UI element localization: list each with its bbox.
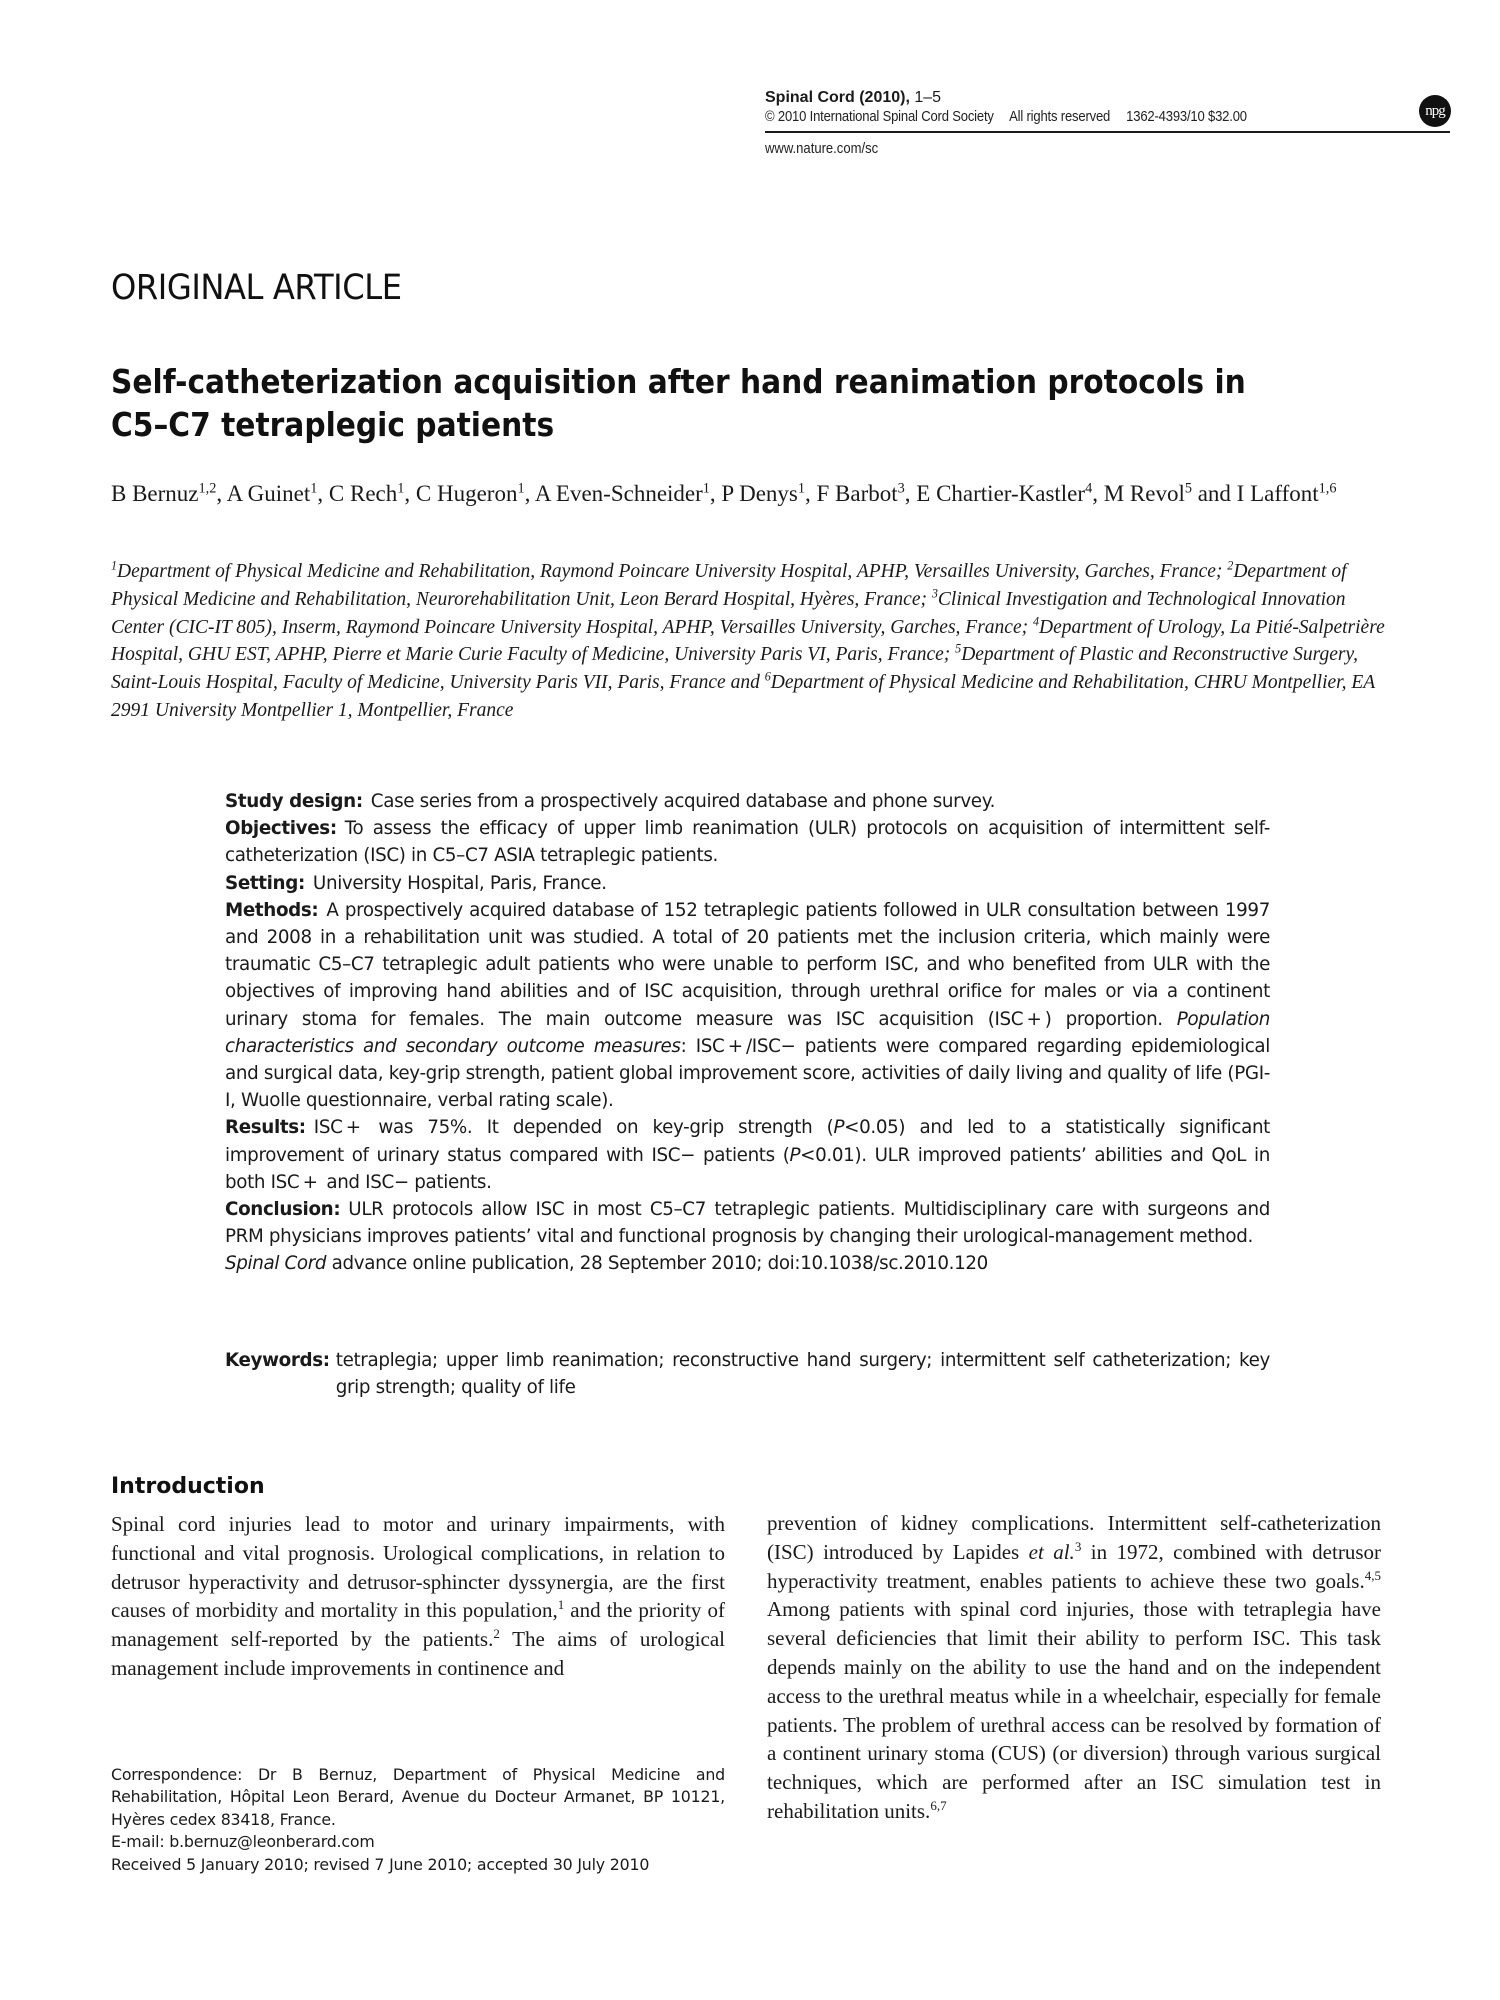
- intro-text: Spinal cord injuries lead to motor and urinary impairments, with functional and vital prognosis. Urological complications, in relation to detrusor hyperactivity and detrusor-sphincter dyssynergia, are the first causes of morbidity and mortality in this population,: [111, 1512, 725, 1623]
- abstract-citation: [225, 1250, 1270, 1277]
- author-affiliation-mark: 1,2: [198, 480, 217, 497]
- copyright-line: [765, 109, 1382, 125]
- conclusion-label: Conclusion:: [225, 1199, 341, 1221]
- keywords-text: tetraplegia; upper limb reanimation; reconstructive hand surgery; intermittent self catheterization; key grip strength; quality of life: [335, 1350, 1270, 1399]
- introduction-paragraph: [111, 1510, 725, 1683]
- author-separator: and: [1191, 481, 1237, 506]
- author-name: A Guinet: [226, 481, 311, 506]
- abstract-methods: [225, 897, 1270, 1115]
- author-affiliation-mark: 1: [397, 480, 405, 497]
- introduction-paragraph-cont: [767, 1509, 1381, 1826]
- affiliation-number: 4: [1032, 614, 1040, 629]
- intro-text: Among patients with spinal cord injuries, those with tetraplegia have several deficiencies that limit their ability to perform ISC. This task depends mainly on the ability to use the hand and on the independent access to the urethral meatus while in a wheelchair, especially for female patients. The problem of urethral access can be resolved by formation of a continent urinary stoma (CUS) (or diversion) through various surgical techniques, which are performed after an ISC simulation test in rehabilitation units.: [767, 1597, 1381, 1823]
- rights: All rights reserved: [1009, 109, 1111, 125]
- author-affiliation-mark: 1: [310, 480, 318, 497]
- affiliation-text: Clinical Investigation and Technological Innovation Center (CIC-IT 805), Inserm, Raymond Poincare University Hospital, APHP, Versailles University, Garches, France;: [111, 588, 1346, 638]
- study-design-text: Case series from a prospectively acquired database and phone survey.: [370, 791, 996, 812]
- affiliation-text: Department of Physical Medicine and Rehabilitation, CHRU Montpellier, EA 2991 University Montpellier 1, Montpellier, France: [111, 672, 1375, 721]
- journal-citation: [765, 89, 1450, 107]
- abstract: [225, 788, 1270, 1278]
- author-affiliation-mark: 4: [1085, 480, 1093, 497]
- affiliation-text: Department of Urology, La Pitié-Salpetrière Hospital, GHU EST, APHP, Pierre et Marie Curie Faculty of Medicine, University Paris VI, Paris, France;: [111, 616, 1385, 666]
- affiliation-text: Department of Plastic and Reconstructive Surgery, Saint-Louis Hospital, Faculty of Medicine, University Paris VII, Paris, France and: [111, 644, 1358, 694]
- methods-label: Methods:: [225, 899, 319, 921]
- reference-link[interactable]: 3: [1074, 1538, 1082, 1554]
- citation-doi: advance online publication, 28 September 2010; doi:10.1038/sc.2010.120: [326, 1253, 988, 1275]
- section-label: ORIGINAL ARTICLE: [111, 268, 402, 308]
- email-link[interactable]: b.bernuz@leonberard.com: [169, 1832, 375, 1852]
- affiliation-number: 5: [955, 641, 962, 656]
- abstract-conclusion: [225, 1196, 1270, 1250]
- affiliation-number: 6: [764, 669, 771, 684]
- email-label: E-mail:: [111, 1832, 170, 1852]
- author-list: [111, 478, 1411, 509]
- keywords: [225, 1347, 1270, 1401]
- intro-text: prevention of kidney complications. Intermittent self-catheterization (ISC) introduced by Lapides: [767, 1511, 1381, 1564]
- objectives-text: To assess the efficacy of upper limb reanimation (ULR) protocols on acquisition of intermittent self-catheterization (ISC) in C5–C7 ASIA tetraplegic patients.: [225, 818, 1270, 867]
- abstract-study-design: [225, 788, 1270, 815]
- affiliation-number: 3: [931, 586, 938, 601]
- reference-link[interactable]: 6,7: [930, 1797, 947, 1813]
- page-range: 1–5: [914, 89, 942, 106]
- affiliation-text: Department of Physical Medicine and Rehabilitation, Raymond Poincare University Hospital, APHP, Versailles University, Garches, France;: [117, 561, 1228, 582]
- results-text-cont: <0.05) and led to a statistically significant improvement of urinary status compared with ISC− patients (: [225, 1117, 1270, 1166]
- p-value-symbol: P: [789, 1144, 801, 1166]
- author-affiliation-mark: 1: [517, 480, 525, 497]
- correspondence: [111, 1764, 725, 1876]
- results-text-end: <0.01). ULR improved patients’ abilities and QoL in both ISC + and ISC− patients.: [225, 1144, 1271, 1193]
- intro-text: The aims of urological management include improvements in continence and: [111, 1627, 725, 1680]
- keywords-label: Keywords:: [225, 1350, 330, 1371]
- journal-header: [765, 89, 1450, 125]
- article-title: Self-catheterization acquisition after hand reanimation protocols in C5–C7 tetraplegic patients: [111, 362, 1246, 444]
- introduction-heading: Introduction: [111, 1474, 265, 1499]
- reference-link[interactable]: 4,5: [1364, 1567, 1381, 1583]
- intro-text: in 1972, combined with detrusor hyperactivity treatment, enables patients to achieve these two goals.: [767, 1539, 1381, 1593]
- methods-italic-text: Population characteristics and secondary outcome measures: [225, 1008, 1270, 1057]
- abstract-results: [225, 1114, 1270, 1196]
- author-separator: ,: [709, 481, 722, 506]
- p-value-symbol: P: [833, 1117, 845, 1139]
- introduction-left-column: [111, 1510, 725, 1683]
- author-name: C Hugeron: [415, 481, 518, 506]
- abstract-setting: [225, 870, 1270, 897]
- study-design-label: Study design:: [225, 791, 363, 812]
- author-affiliation-mark: 1,6: [1318, 480, 1337, 497]
- reference-link[interactable]: 1: [557, 1597, 565, 1613]
- header-rule: [765, 131, 1450, 133]
- author-separator: ,: [216, 481, 227, 506]
- author-name: I Laffont: [1236, 481, 1319, 506]
- author-separator: ,: [317, 481, 329, 506]
- author-separator: ,: [404, 481, 416, 506]
- npg-logo-text: npg: [1425, 102, 1445, 119]
- author-affiliation-mark: 1: [702, 480, 710, 497]
- author-name: P Denys: [721, 481, 798, 506]
- author-name: A Even-Schneider: [534, 481, 703, 506]
- citation-journal: Spinal Cord: [225, 1253, 327, 1275]
- results-text: ISC + was 75%. It depended on key-grip strength (: [313, 1117, 834, 1139]
- author-name: B Bernuz: [111, 481, 199, 506]
- journal-name: Spinal Cord (2010),: [765, 89, 910, 106]
- reference-link[interactable]: 2: [493, 1626, 500, 1642]
- affiliations: [111, 558, 1401, 725]
- affiliation-text: Department of Physical Medicine and Rehabilitation, Neurorehabilitation Unit, Leon Berard Hospital, Hyères, France;: [111, 561, 1347, 610]
- affiliation-number: 2: [1227, 558, 1234, 573]
- submission-dates: Received 5 January 2010; revised 7 June 2010; accepted 30 July 2010: [111, 1854, 650, 1874]
- issn-price: 1362-4393/10 $32.00: [1126, 109, 1247, 125]
- author-affiliation-mark: 1: [797, 480, 806, 497]
- setting-text: University Hospital, Paris, France.: [312, 872, 607, 894]
- setting-label: Setting:: [225, 872, 305, 894]
- journal-url-link[interactable]: www.nature.com/sc: [765, 141, 879, 157]
- intro-text: and the priority of management self-reported by the patients.: [111, 1598, 725, 1652]
- methods-text-cont: : ISC + /ISC− patients were compared regarding epidemiological and surgical data, key-grip strength, patient global improvement score, activities of daily living and quality of life (PGI-I, Wuolle questionnaire, verbal rating scale).: [225, 1035, 1270, 1112]
- correspondence-email: [111, 1831, 725, 1853]
- author-name: F Barbot: [816, 481, 898, 506]
- affiliation-number: 1: [111, 558, 118, 573]
- copyright: © 2010 International Spinal Cord Society: [765, 109, 994, 125]
- author-separator: ,: [1092, 481, 1104, 506]
- author-affiliation-mark: 3: [897, 480, 905, 497]
- methods-text: A prospectively acquired database of 152 tetraplegic patients followed in ULR consultation between 1997 and 2008 in a rehabilitation unit was studied. A total of 20 patients met the inclusion criteria, which mainly were traumatic C5–C7 tetraplegic adult patients who were unable to perform ISC, and who benefited from ULR with the objectives of improving hand abilities and of ISC acquisition, through urethral orifice for males or via a continent urinary stoma for females. The main outcome measure was ISC acquisition (ISC + ) proportion.: [225, 899, 1270, 1030]
- author-separator: ,: [805, 481, 817, 506]
- objectives-label: Objectives:: [225, 818, 337, 840]
- author-separator: ,: [524, 481, 535, 506]
- author-affiliation-mark: 5: [1184, 480, 1192, 497]
- author-name: C Rech: [328, 481, 398, 506]
- conclusion-text: ULR protocols allow ISC in most C5–C7 tetraplegic patients. Multidisciplinary care with surgeons and PRM physicians improves patients’ vital and functional prognosis by changing their urological-management method.: [225, 1199, 1270, 1248]
- author-separator: ,: [904, 481, 917, 506]
- et-al: et al.: [1028, 1539, 1075, 1564]
- correspondence-address: Correspondence: Dr B Bernuz, Department of Physical Medicine and Rehabilitation, Hôpital Leon Berard, Avenue du Docteur Armanet, BP 10121, Hyères cedex 83418, France.: [111, 1765, 725, 1829]
- author-name: M Revol: [1103, 481, 1185, 506]
- results-label: Results:: [225, 1117, 306, 1139]
- npg-logo: [1419, 95, 1451, 127]
- introduction-right-column: [767, 1509, 1381, 1826]
- abstract-objectives: [225, 815, 1270, 869]
- author-name: E Chartier-Kastler: [916, 481, 1086, 506]
